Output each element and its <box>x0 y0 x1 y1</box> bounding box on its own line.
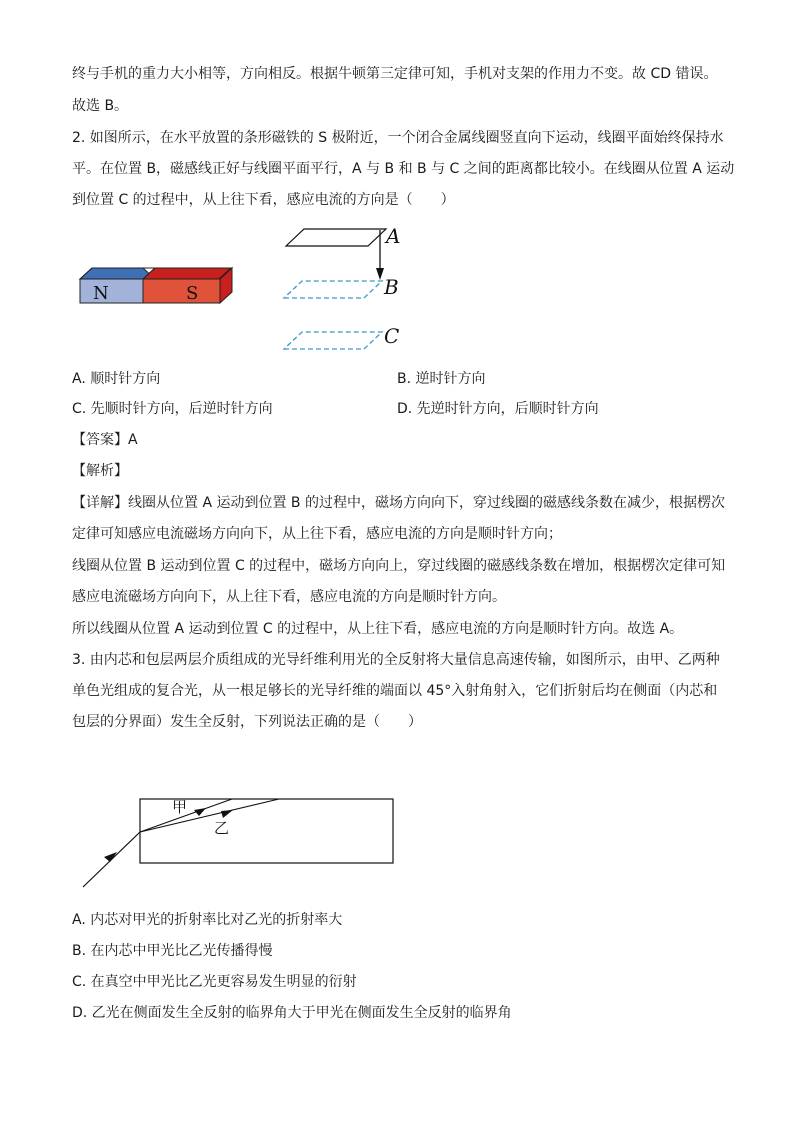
prev-text-line-1: 终与手机的重力大小相等，方向相反。根据牛顿第三定律可知，手机对支架的作用力不变。故 CD 错误。 <box>72 66 718 82</box>
coil-position-c <box>284 332 382 349</box>
q2-answer: 【答案】A <box>72 432 138 448</box>
q3-option-a[interactable]: A. 内芯对甲光的折射率比对乙光的折射率大 <box>72 912 343 928</box>
q3-option-c[interactable]: C. 在真空中甲光比乙光更容易发生明显的衍射 <box>72 974 357 990</box>
q3-stem-line-2: 单色光组成的复合光，从一根足够长的光导纤维的端面以 45°入射角射入，它们折射后均在侧面（内芯和 <box>72 683 718 699</box>
bar-magnet <box>80 268 232 304</box>
magnet-label-n: N <box>93 283 109 304</box>
prev-text-line-2: 故选 B。 <box>72 98 129 114</box>
magnet-south-face <box>143 279 220 303</box>
label-b: B <box>384 275 399 299</box>
label-yi: 乙 <box>214 819 230 837</box>
q2-stem-line-2: 平。在位置 B，磁感线正好与线圈平面平行，A 与 B 和 B 与 C 之间的距离都比较小。在线圈从位置 A 运动 <box>72 161 735 177</box>
q3-stem-line-3: 包层的分界面）发生全反射，下列说法正确的是（ ） <box>72 714 422 730</box>
incident-ray <box>83 832 140 887</box>
q2-detail-line-3: 线圈从位置 B 运动到位置 C 的过程中，磁场方向向上，穿过线圈的磁感线条数在增加，根据楞次定律可知 <box>72 558 726 574</box>
q2-detail-line-2: 定律可知感应电流磁场方向向下，从上往下看，感应电流的方向是顺时针方向； <box>72 526 562 542</box>
q2-detail-line-5: 所以线圈从位置 A 运动到位置 C 的过程中，从上往下看，感应电流的方向是顺时针方向。故选 A。 <box>72 621 684 637</box>
q2-detail-line-4: 感应电流磁场方向向下，从上往下看，感应电流的方向是顺时针方向。 <box>72 589 506 605</box>
q2-analysis-heading: 【解析】 <box>72 463 128 479</box>
q3-option-b[interactable]: B. 在内芯中甲光比乙光传播得慢 <box>72 943 273 959</box>
q2-stem-line-1: 2. 如图所示，在水平放置的条形磁铁的 S 极附近，一个闭合金属线圈竖直向下运动，线圈平面始终保持水 <box>72 130 724 146</box>
q2-figure <box>0 0 794 380</box>
label-jia: 甲 <box>172 798 188 816</box>
q2-detail-line-1: 【详解】线圈从位置 A 运动到位置 B 的过程中，磁场方向向下，穿过线圈的磁感线条数在减少，根据楞次 <box>72 495 725 511</box>
q2-option-a[interactable]: A. 顺时针方向 <box>72 371 161 387</box>
q3-stem-line-1: 3. 由内芯和包层两层介质组成的光导纤维利用光的全反射将大量信息高速传输，如图所示，由甲、乙两种 <box>72 652 720 668</box>
q2-option-d[interactable]: D. 先逆时针方向，后顺时针方向 <box>397 401 599 417</box>
q3-figure <box>0 780 794 900</box>
ray-yi <box>140 799 279 832</box>
coil-position-b <box>284 281 382 298</box>
q2-option-b[interactable]: B. 逆时针方向 <box>397 371 486 387</box>
magnet-label-s: S <box>186 283 199 304</box>
label-a: A <box>386 224 401 248</box>
label-c: C <box>384 324 400 348</box>
magnet-north-face <box>80 279 143 303</box>
q3-option-d[interactable]: D. 乙光在侧面发生全反射的临界角大于甲光在侧面发生全反射的临界角 <box>72 1005 512 1021</box>
coil-position-a <box>286 229 386 246</box>
q2-stem-line-3: 到位置 C 的过程中，从上往下看，感应电流的方向是（ ） <box>72 192 455 208</box>
magnet-north-top <box>80 268 155 279</box>
q2-option-c[interactable]: C. 先顺时针方向，后逆时针方向 <box>72 401 273 417</box>
magnet-south-top <box>143 268 231 279</box>
